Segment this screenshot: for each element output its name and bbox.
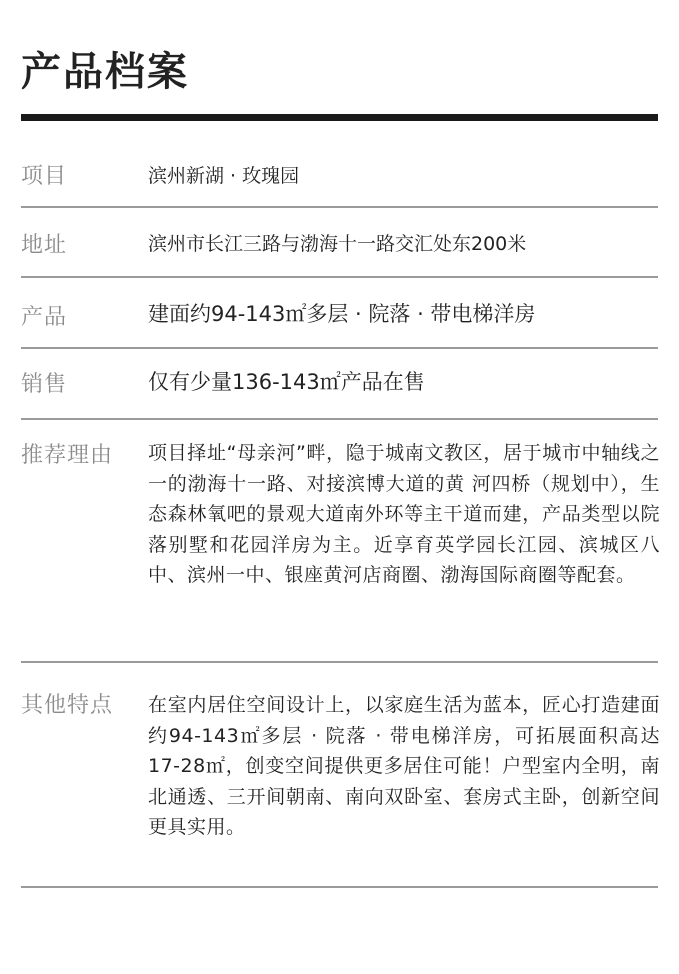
row-value: 仅有少量136-143㎡产品在售 <box>148 370 425 394</box>
row-project <box>21 136 658 208</box>
page-title: 产品档案 <box>21 49 189 95</box>
row-paragraph: 项目择址“母亲河”畔，隐于城南文教区，居于城市中轴线之一的渤海十一路、对接滨博大道的黄 河四桥（规划中），生态森林氧吧的景观大道南外环等主干道而建，产品类型以院落别墅和花园洋房为主。近享育英学园长江园、滨城区八中、滨州一中、银座黄河店商圈、渤海国际商圈等配套。 <box>148 442 660 586</box>
row-product <box>21 278 658 349</box>
row-value: 滨州新湖 · 玫瑰园 <box>148 165 300 187</box>
row-value: 滨州市长江三路与渤海十一路交汇处东200米 <box>148 233 527 255</box>
row-label: 项目 <box>21 164 68 189</box>
row-label: 推荐理由 <box>21 443 114 468</box>
title-divider <box>21 114 658 121</box>
row-paragraph: 在室内居住空间设计上，以家庭生活为蓝本，匠心打造建面约94-143㎡多层 · 院落 · 带电梯洋房，可拓展面积高达17-28㎡，创变空间提供更多居住可能！户型室内全明，南北通透、三开间朝南、南向双卧室、套房式主卧，创新空间更具实用。 <box>148 694 660 838</box>
row-address <box>21 208 658 278</box>
row-label: 产品 <box>21 305 68 330</box>
row-other-features <box>21 663 658 888</box>
row-value: 建面约94-143㎡多层 · 院落 · 带电梯洋房 <box>148 302 536 326</box>
row-recommendation <box>21 420 658 663</box>
row-label: 地址 <box>21 233 68 258</box>
row-label: 其他特点 <box>21 693 114 718</box>
row-sales <box>21 349 658 420</box>
row-label: 销售 <box>21 372 68 397</box>
